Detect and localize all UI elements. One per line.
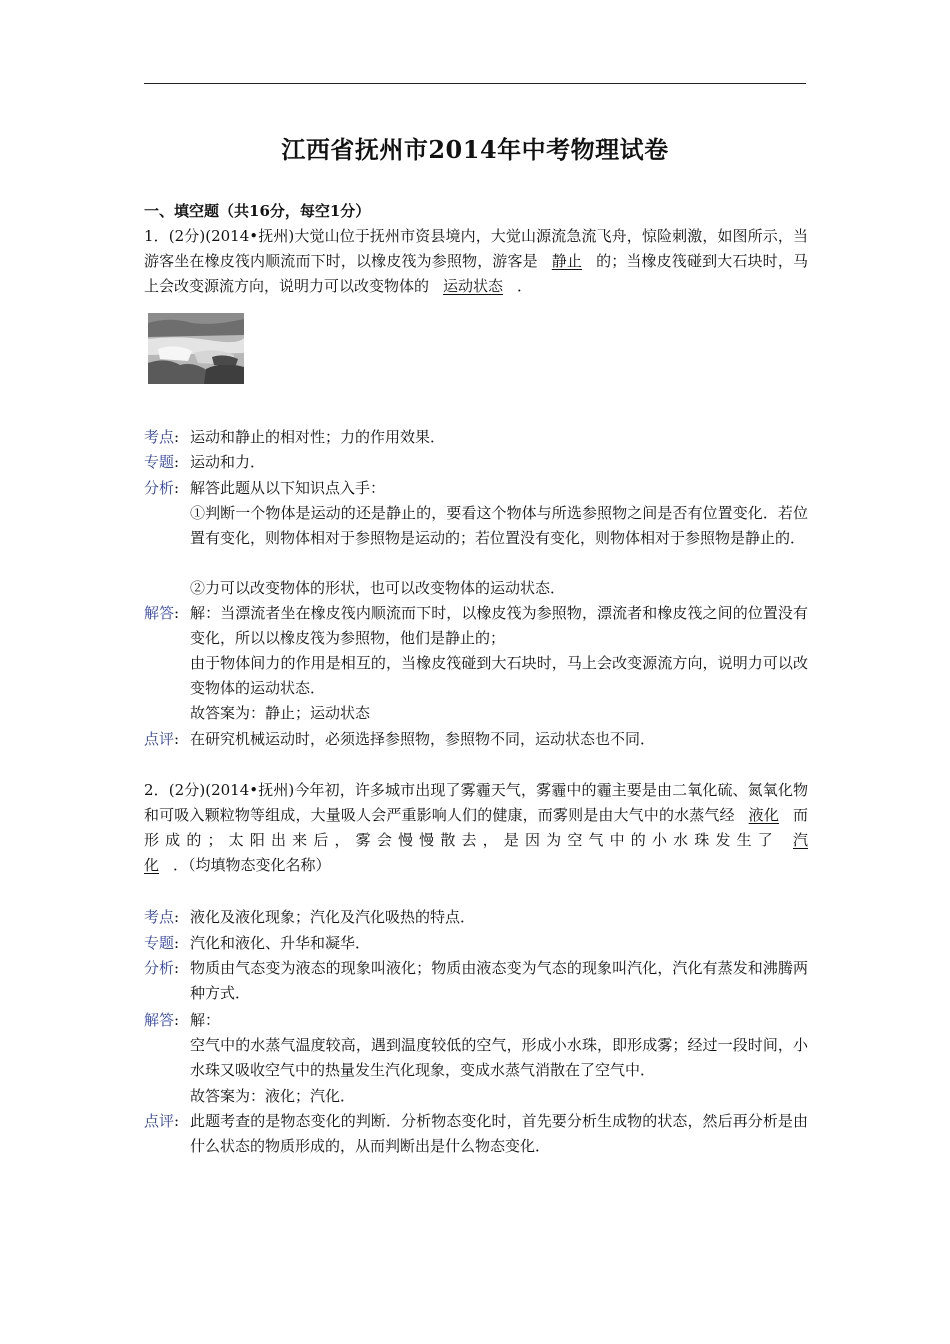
question-2-answer-2: 汽化 <box>144 831 808 874</box>
question-2-answer-1: 液化 <box>748 806 779 824</box>
q1-dianping-text: 在研究机械运动时，必须选择参照物，参照物不同，运动状态也不同． <box>190 730 656 748</box>
photo-icon <box>148 313 244 384</box>
q2-kaodian-row: 考点: 液化及液化现象；汽化及汽化吸热的特点． <box>144 905 808 930</box>
dianping-label: 点评 <box>144 730 175 748</box>
q2-fenxi-text: 物质由气态变为液态的现象叫液化；物质由液态变为气态的现象叫汽化，汽化有蒸发和沸腾两种方式． <box>190 959 808 1002</box>
q1-jieda-text-2: 由于物体间力的作用是相互的，当橡皮筏碰到大石块时，马上会改变源流方向，说明力可以改变物体的运动状态． <box>190 654 808 697</box>
kaodian-label: 考点 <box>144 908 175 926</box>
fenxi-label: 分析 <box>144 959 175 977</box>
question-1-answer-1: 静止 <box>551 252 583 270</box>
q1-zhuanti-row: 专题: 运动和力． <box>144 450 808 475</box>
q1-jieda-row: 解答: 解：当漂流者坐在橡皮筏内顺流而下时，以橡皮筏为参照物，漂流者和橡皮筏之间的位置没有变化，所以以橡皮筏为参照物，他们是静止的； <box>144 601 808 651</box>
q2-jieda-text: 解： <box>190 1011 221 1029</box>
q2-zhuanti-row: 专题: 汽化和液化、升华和凝华． <box>144 931 808 956</box>
river-rafting-photo <box>148 313 244 384</box>
page-title: 江西省抚州市2014年中考物理试卷 <box>281 135 669 164</box>
q1-jieda-text: 解：当漂流者坐在橡皮筏内顺流而下时，以橡皮筏为参照物，漂流者和橡皮筏之间的位置没有变化，所以以橡皮筏为参照物，他们是静止的； <box>190 604 808 647</box>
header-rule <box>144 83 806 84</box>
q2-jieda-text-2: 空气中的水蒸气温度较高，遇到温度较低的空气，形成小水珠，即形成雾；经过一段时间，小水珠又吸收空气中的热量发生汽化现象，变成水蒸气消散在了空气中． <box>190 1036 808 1079</box>
section-heading: 一、填空题（共16分，每空1分） <box>144 202 371 220</box>
q1-fenxi-point-1: ①判断一个物体是运动的还是静止的，要看这个物体与所选参照物之间是否有位置变化．若位置有变化，则物体相对于参照物是运动的；若位置没有变化，则物体相对于参照物是静止的． <box>190 504 808 547</box>
q1-kaodian-text: 运动和静止的相对性；力的作用效果． <box>190 428 446 446</box>
jieda-label: 解答 <box>144 1011 175 1029</box>
q2-fenxi-row: 分析: 物质由气态变为液态的现象叫液化；物质由液态变为气态的现象叫汽化，汽化有蒸发和沸腾两种方式． <box>144 956 808 1006</box>
zhuanti-label: 专题 <box>144 453 175 471</box>
question-1-text: 1．(2分)(2014•抚州)大觉山位于抚州市资县境内，大觉山源流急流飞舟，惊险刺激，如图所示，当游客坐在橡皮筏内顺流而下时，以橡皮筏为参照物，游客是 静止 的；当橡皮筏碰到大石块时，马上会改变源流方向，说明力可以改变物体的 运动状态 ． <box>144 227 808 295</box>
q1-dianping-row: 点评: 在研究机械运动时，必须选择参照物，参照物不同，运动状态也不同． <box>144 727 808 752</box>
dianping-label: 点评 <box>144 1112 175 1130</box>
jieda-label: 解答 <box>144 604 175 622</box>
q2-answer-summary: 故答案为：液化；汽化． <box>190 1087 356 1105</box>
zhuanti-label: 专题 <box>144 934 175 952</box>
q1-kaodian-row: 考点: 运动和静止的相对性；力的作用效果． <box>144 425 808 450</box>
q1-fenxi-text: 解答此题从以下知识点入手： <box>190 479 386 497</box>
question-2-text: 2．(2分)(2014•抚州)今年初，许多城市出现了雾霾天气，雾霾中的霾主要是由二氧化硫、氮氧化物和可吸入颗粒物等组成，大量吸人会严重影响人们的健康，而雾则是由大气中的水蒸气经 液化 而形成的；太阳出来后，雾会慢慢散去，是因为空气中的小水珠发生了 汽化 ．（均填物态变化名称） <box>144 781 808 874</box>
q2-jieda-row: 解答: 解： <box>144 1008 808 1033</box>
q1-fenxi-point-2: ②力可以改变物体的形状，也可以改变物体的运动状态． <box>190 579 566 597</box>
question-1-answer-2: 运动状态 <box>443 277 504 295</box>
fenxi-label: 分析 <box>144 479 175 497</box>
q2-dianping-text: 此题考查的是物态变化的判断．分析物态变化时，首先要分析生成物的状态，然后再分析是由什么状态的物质形成的，从而判断出是什么物态变化． <box>190 1112 808 1155</box>
q1-fenxi-row: 分析: 解答此题从以下知识点入手： <box>144 476 808 501</box>
q1-zhuanti-text: 运动和力． <box>190 453 266 471</box>
q2-zhuanti-text: 汽化和液化、升华和凝华． <box>190 934 371 952</box>
q1-answer-summary: 故答案为：静止；运动状态 <box>190 704 371 722</box>
kaodian-label: 考点 <box>144 428 175 446</box>
q2-dianping-row: 点评: 此题考查的是物态变化的判断．分析物态变化时，首先要分析生成物的状态，然后再分析是由什么状态的物质形成的，从而判断出是什么物态变化． <box>144 1109 808 1159</box>
q2-kaodian-text: 液化及液化现象；汽化及汽化吸热的特点． <box>190 908 476 926</box>
